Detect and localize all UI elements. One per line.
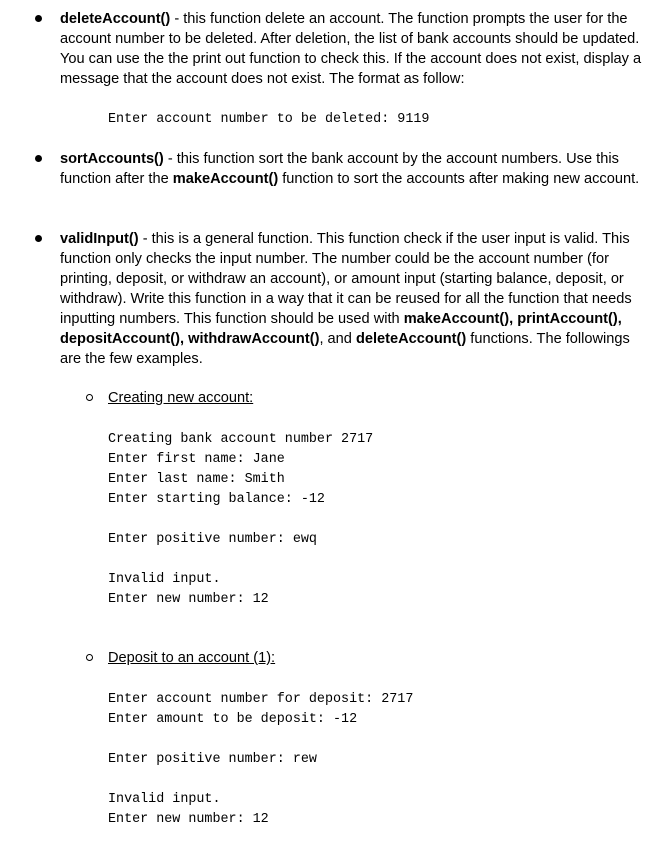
deposit-line-5: Enter new number: 12 (108, 812, 269, 827)
sub-bullet-deposit-account (86, 654, 93, 661)
creating-line-6: Invalid input. (108, 572, 221, 587)
sort-accounts-ref: makeAccount() (172, 171, 279, 187)
deposit-line-2: Enter amount to be deposit: -12 (108, 712, 358, 727)
deposit-line-3: Enter positive number: rew (108, 752, 317, 767)
bullet-delete-account (35, 15, 42, 22)
delete-account-name: deleteAccount() (60, 11, 171, 27)
sort-accounts-text-after: function to sort the accounts after making new account. (278, 171, 640, 187)
deposit-line-1: Enter account number for deposit: 2717 (108, 692, 414, 707)
creating-line-2: Enter first name: Jane (108, 452, 285, 467)
deposit-line-4: Invalid input. (108, 792, 221, 807)
creating-line-1: Creating bank account number 2717 (108, 432, 374, 447)
creating-line-3: Enter last name: Smith (108, 472, 285, 487)
valid-input-text-before: - this is a general function. This function check if the user input is valid. This function only checks the input number. The number could be the account number (for printing, deposit, or withdraw an account), or amount input (starting balance, deposit, or withdraw). Write this function in a way that it can be reused for all the function that needs inputting numbers. This function should be used with (60, 231, 632, 327)
valid-input-text-after: functions. The followings are the few examples. (60, 331, 630, 367)
creating-line-5: Enter positive number: ewq (108, 532, 317, 547)
delete-account-text: - this function delete an account. The function prompts the user for the account number to be deleted. After deletion, the list of bank accounts should be updated. You can use the the print out function to check this. If the account does not exist, display a message that the account does not exist. The format as follow: (60, 11, 642, 87)
sort-accounts-name: sortAccounts() (60, 151, 164, 167)
creating-account-heading: Creating new account: (108, 390, 254, 406)
valid-input-name: validInput() (60, 231, 139, 247)
sub-bullet-creating-account (86, 394, 93, 401)
bullet-valid-input (35, 235, 42, 242)
sort-accounts-text-before: - this function sort the bank account by the account numbers. Use this function after the (60, 151, 619, 187)
creating-line-4: Enter starting balance: -12 (108, 492, 325, 507)
bullet-sort-accounts (35, 155, 42, 162)
deposit-account-heading: Deposit to an account (1): (108, 650, 276, 666)
sort-accounts-paragraph (60, 149, 645, 189)
valid-input-paragraph (60, 229, 645, 369)
delete-account-example: Enter account number to be deleted: 9119 (108, 112, 430, 127)
creating-line-7: Enter new number: 12 (108, 592, 269, 607)
delete-account-paragraph (60, 9, 645, 89)
valid-input-ref1: makeAccount(), printAccount(), depositAccount(), withdrawAccount() (60, 311, 622, 347)
valid-input-ref2: deleteAccount() (355, 331, 467, 347)
valid-input-text-mid: , and (319, 331, 356, 347)
